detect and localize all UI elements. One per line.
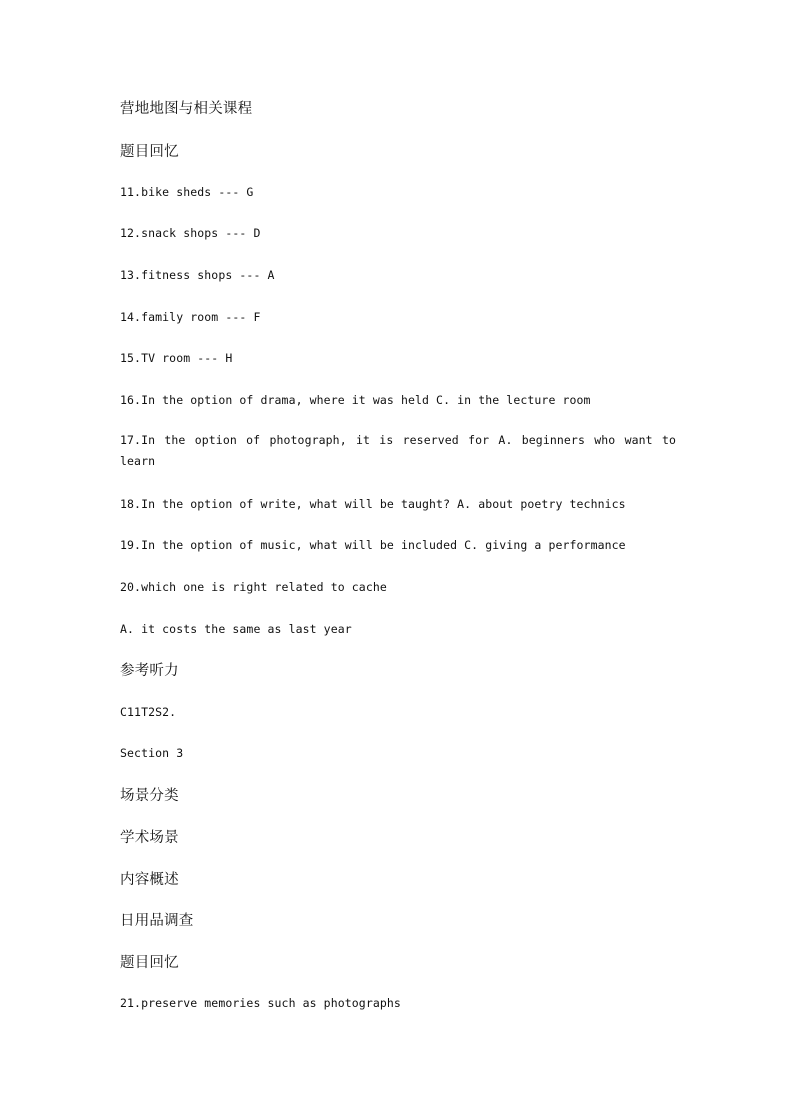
answer-line-20: 20.which one is right related to cache [120, 580, 387, 594]
answer-line-18: 18.In the option of write, what will be taught? A. about poetry technics [120, 497, 626, 511]
content-overview-value: 日用品调查 [120, 913, 194, 929]
section-label: Section 3 [120, 746, 184, 760]
answer-line-19: 19.In the option of music, what will be included C. giving a performance [120, 538, 626, 552]
section-heading-camp-map: 营地地图与相关课程 [120, 101, 253, 117]
question-recall-heading-2: 题目回忆 [120, 955, 179, 971]
scene-category-value: 学术场景 [120, 830, 179, 846]
question-recall-heading: 题目回忆 [120, 144, 179, 160]
answer-line-16: 16.In the option of drama, where it was held C. in the lecture room [120, 393, 591, 407]
content-overview-heading: 内容概述 [120, 872, 179, 888]
answer-line-21: 21.preserve memories such as photographs [120, 996, 401, 1010]
scene-category-heading: 场景分类 [120, 788, 179, 804]
answer-line-14: 14.family room --- F [120, 310, 261, 324]
answer-line-12: 12.snack shops --- D [120, 226, 261, 240]
reference-listening-heading: 参考听力 [120, 663, 179, 679]
answer-line-15: 15.TV room --- H [120, 351, 233, 365]
answer-line-20-option: A. it costs the same as last year [120, 622, 352, 636]
answer-line-11: 11.bike sheds --- G [120, 185, 254, 199]
answer-line-13: 13.fitness shops --- A [120, 268, 275, 282]
answer-line-17: 17.In the option of photograph, it is reserved for A. beginners who want to learn [120, 433, 676, 468]
test-code: C11T2S2. [120, 705, 177, 719]
